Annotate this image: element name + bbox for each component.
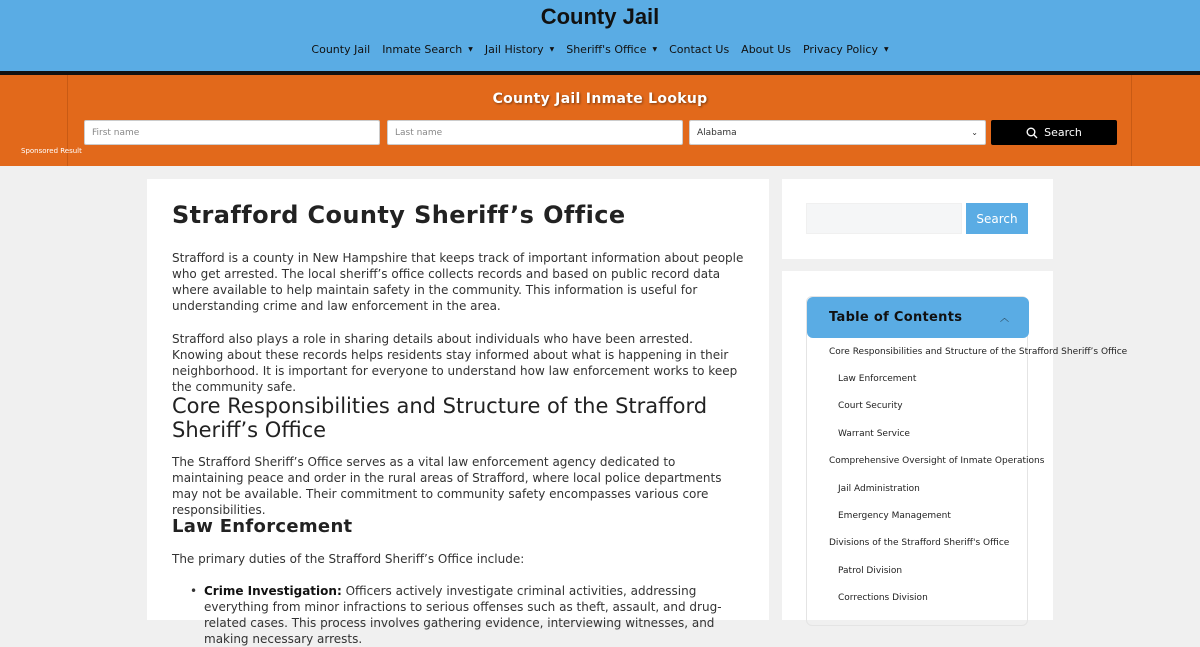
toc-item-label: Comprehensive Oversight of Inmate Operations bbox=[829, 456, 1045, 467]
paragraph: Strafford is a county in New Hampshire that keeps track of important information about people who get arrested. The local sheriff’s office collects records and based on public record data where available to help maintain safety in the community. This information is useful for understanding crime and law enforcement in the area. bbox=[172, 251, 744, 313]
page-title: Strafford County Sheriff’s Office bbox=[172, 201, 626, 229]
toc-item-label: Court Security bbox=[838, 401, 903, 412]
nav-item-county-jail[interactable] bbox=[311, 43, 370, 56]
chevron-up-icon: ︿ bbox=[999, 314, 1009, 324]
subsection-heading: Law Enforcement bbox=[172, 516, 353, 537]
table-of-contents-widget bbox=[782, 271, 1128, 620]
paragraph: The Strafford Sheriff’s Office serves as a vital law enforcement agency dedicated to maintaining peace and order in the rural areas of Strafford, where local police departments may not be available. Their commitment to community safety encompasses various core responsibilities. bbox=[172, 455, 722, 517]
search-icon bbox=[1026, 127, 1038, 139]
last-name-input[interactable]: Last name bbox=[387, 120, 683, 145]
toc-item-label: Divisions of the Strafford Sheriff's Office bbox=[829, 538, 1010, 549]
list-item-text: Officers actively investigate criminal activities, addressing everything from minor infractions to serious offenses such as theft, assault, and drug-related cases. This process involves gathering evidence, interviewing witnesses, and making necessary arrests. bbox=[204, 584, 722, 646]
nav-label: Contact Us bbox=[669, 43, 730, 56]
lookup-title: County Jail Inmate Lookup bbox=[492, 91, 708, 107]
toc-item[interactable] bbox=[807, 502, 1029, 529]
nav-item-inmate-search[interactable] bbox=[382, 43, 473, 56]
bullet-list bbox=[190, 583, 750, 647]
list-item-term: Crime Investigation: bbox=[204, 584, 342, 598]
chevron-down-icon: ⌄ bbox=[971, 128, 978, 137]
toc-item-label: Jail Administration bbox=[838, 483, 920, 494]
inmate-lookup-banner bbox=[0, 75, 1200, 166]
nav-label: Inmate Search bbox=[382, 43, 463, 56]
sidebar-search-widget bbox=[782, 179, 1053, 259]
nav-label: About Us bbox=[741, 43, 791, 56]
toc-item-label: Law Enforcement bbox=[838, 374, 917, 385]
toc-item[interactable] bbox=[807, 338, 1128, 365]
toc-list bbox=[807, 338, 1128, 612]
nav-item-contact-us[interactable] bbox=[669, 43, 729, 56]
toc-item[interactable] bbox=[807, 585, 1029, 612]
banner-edge-right bbox=[1131, 75, 1132, 166]
caret-down-icon: ▼ bbox=[549, 46, 555, 53]
nav-label: County Jail bbox=[311, 43, 371, 56]
toc-card bbox=[806, 296, 1128, 626]
toc-item-label: Core Responsibilities and Structure of the Strafford Sheriff’s Office bbox=[829, 346, 1128, 357]
state-select[interactable] bbox=[689, 120, 986, 145]
caret-down-icon: ▼ bbox=[883, 46, 889, 53]
toc-title: Table of Contents bbox=[829, 310, 963, 325]
toc-item-label: Warrant Service bbox=[838, 428, 910, 439]
toc-item-label: Patrol Division bbox=[838, 565, 903, 576]
nav-label: Privacy Policy bbox=[802, 43, 878, 56]
sidebar-search-button[interactable]: Search bbox=[966, 203, 1028, 234]
sponsored-label: Sponsored Result bbox=[21, 147, 82, 155]
toc-item[interactable] bbox=[807, 530, 1029, 557]
toc-item[interactable] bbox=[807, 557, 1029, 584]
main-nav bbox=[0, 43, 1200, 56]
article bbox=[147, 179, 769, 646]
state-selected-value: Alabama bbox=[697, 127, 737, 138]
first-name-input[interactable]: First name bbox=[84, 120, 380, 145]
caret-down-icon: ▼ bbox=[468, 46, 473, 53]
toc-item[interactable] bbox=[807, 420, 1029, 447]
toc-item[interactable] bbox=[807, 365, 1029, 392]
nav-item-jail-history[interactable] bbox=[485, 43, 554, 56]
list-item bbox=[190, 583, 750, 647]
nav-label: Jail History bbox=[484, 43, 544, 56]
nav-item-privacy-policy[interactable] bbox=[803, 43, 889, 56]
toc-item[interactable] bbox=[807, 448, 1045, 475]
nav-label: Sheriff's Office bbox=[566, 43, 647, 56]
toc-item-label: Emergency Management bbox=[838, 511, 951, 522]
site-header bbox=[0, 0, 1200, 71]
paragraph: Strafford also plays a role in sharing details about individuals who have been arrested. Knowing about these records helps residents stay informed about what is happening in their neighborhood. It is important for everyone to understand how law enforcement works to keep the community safe. bbox=[172, 332, 738, 394]
nav-item-sheriffs-office[interactable] bbox=[566, 43, 657, 56]
lookup-search-label: Search bbox=[1044, 126, 1082, 139]
toc-item[interactable] bbox=[807, 475, 1029, 502]
lookup-search-button[interactable] bbox=[991, 120, 1117, 145]
toc-toggle[interactable] bbox=[807, 297, 1029, 338]
nav-item-about-us[interactable] bbox=[741, 43, 791, 56]
section-heading: Core Responsibilities and Structure of the Strafford Sheriff’s Office bbox=[172, 394, 708, 442]
sidebar-search-input[interactable] bbox=[806, 203, 962, 234]
paragraph: The primary duties of the Strafford Sheriff’s Office include: bbox=[172, 552, 525, 566]
site-title[interactable]: County Jail bbox=[540, 4, 660, 29]
toc-item[interactable] bbox=[807, 393, 1029, 420]
caret-down-icon: ▼ bbox=[652, 46, 658, 53]
toc-item-label: Corrections Division bbox=[838, 593, 928, 604]
